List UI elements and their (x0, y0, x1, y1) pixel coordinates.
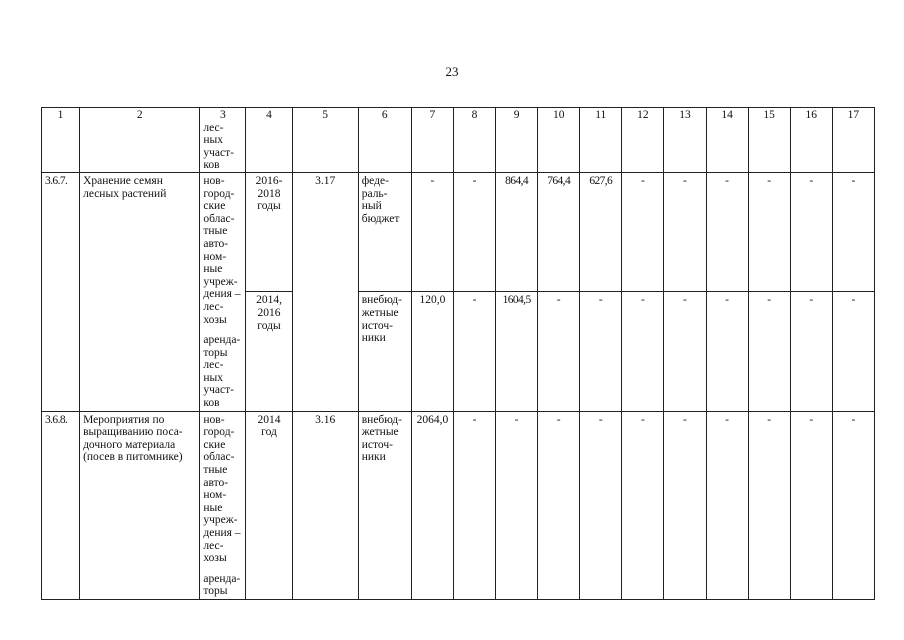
value-cell: - (453, 172, 495, 291)
header-cell-16: 16 (790, 108, 832, 173)
activity-name: Мероприятия по выращиванию поса- дочного материала (посев в питомнике) (80, 411, 200, 599)
indicator-ref: 3.17 (292, 172, 358, 411)
value-cell: - (538, 411, 580, 599)
page-number: 23 (445, 64, 459, 79)
funding-source: внебюд- жетные источ- ники (358, 411, 411, 599)
header-cell-8: 8 (453, 108, 495, 173)
value-cell: - (622, 292, 664, 411)
period-cell: 2014 год (246, 411, 292, 599)
header-cell-10: 10 (538, 108, 580, 173)
value-cell: - (706, 172, 748, 291)
value-cell: - (664, 172, 706, 291)
header-cell-5: 5 (292, 108, 358, 173)
indicator-ref: 3.16 (292, 411, 358, 599)
value-cell: 2064,0 (411, 411, 453, 599)
header-cell-11: 11 (580, 108, 622, 173)
value-cell: - (748, 292, 790, 411)
value-cell: - (832, 411, 874, 599)
header-cell-2: 2 (80, 108, 200, 173)
header-cell-14: 14 (706, 108, 748, 173)
funding-source: феде- раль- ный бюджет (358, 172, 411, 291)
header-cell-17: 17 (832, 108, 874, 173)
value-cell: - (453, 411, 495, 599)
activity-code: 3.6.8. (42, 411, 80, 599)
value-cell: - (622, 172, 664, 291)
continuation-text: лес- ных участ- ков (203, 121, 234, 172)
header-cell-12: 12 (622, 108, 664, 173)
period-cell: 2014, 2016 годы (246, 292, 292, 411)
value-cell: - (706, 292, 748, 411)
funding-source: внебюд- жетные источ- ники (358, 292, 411, 411)
value-cell: - (790, 292, 832, 411)
header-cell-15: 15 (748, 108, 790, 173)
value-cell: - (538, 292, 580, 411)
activities-table (41, 107, 875, 600)
header-row (42, 108, 875, 173)
header-cell-1: 1 (42, 108, 80, 173)
header-cell-7: 7 (411, 108, 453, 173)
activity-name: Хранение семян лесных растений (80, 172, 200, 411)
executors-cell: нов- город- ские облас- тные авто- ном- ные учреж- дения – лес- хозы аренда- торы (200, 411, 246, 599)
value-cell: - (832, 292, 874, 411)
table-row (42, 411, 875, 599)
header-cell-13: 13 (664, 108, 706, 173)
value-cell: - (580, 411, 622, 599)
value-cell: - (748, 411, 790, 599)
period-cell: 2016- 2018 годы (246, 172, 292, 291)
value-cell: - (706, 411, 748, 599)
value-cell: - (622, 411, 664, 599)
value-cell: 120,0 (411, 292, 453, 411)
value-cell: 627,6 (580, 172, 622, 291)
value-cell: 864,4 (496, 172, 538, 291)
value-cell: - (664, 292, 706, 411)
header-cell-9: 9 (496, 108, 538, 173)
value-cell: - (748, 172, 790, 291)
table-row (42, 172, 875, 291)
value-cell: - (580, 292, 622, 411)
value-cell: - (790, 172, 832, 291)
value-cell: - (496, 411, 538, 599)
value-cell: - (790, 411, 832, 599)
executors-cell: нов- город- ские облас- тные авто- ном- ные учреж- дения – лес- хозы аренда- торы лес- ных участ- ков (200, 172, 246, 411)
activity-code: 3.6.7. (42, 172, 80, 411)
value-cell: - (832, 172, 874, 291)
value-cell: 1604,5 (496, 292, 538, 411)
value-cell: - (664, 411, 706, 599)
header-cell-6: 6 (358, 108, 411, 173)
header-cell-3: 3 лес- ных участ- ков (200, 108, 246, 173)
header-cell-4: 4 (246, 108, 292, 173)
value-cell: - (411, 172, 453, 291)
value-cell: - (453, 292, 495, 411)
value-cell: 764,4 (538, 172, 580, 291)
